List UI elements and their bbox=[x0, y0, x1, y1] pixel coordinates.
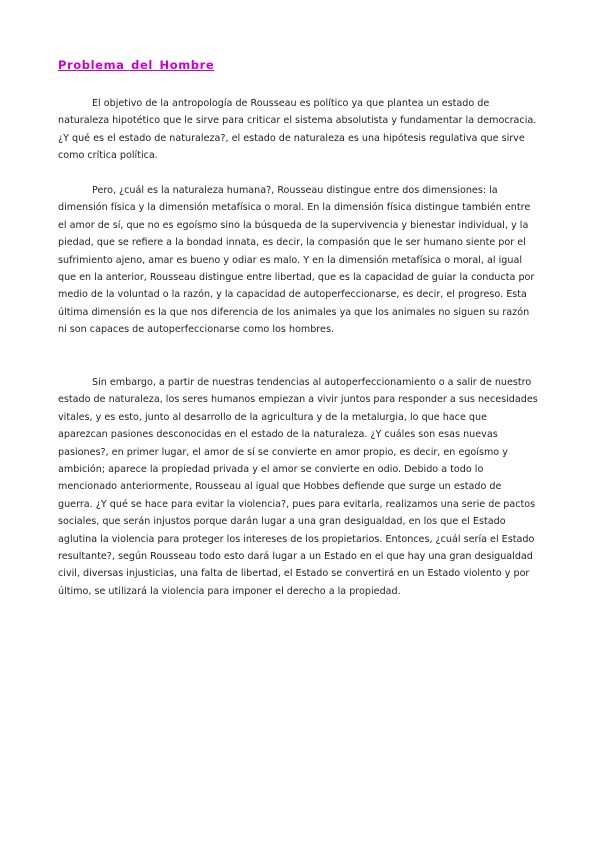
paragraph bbox=[58, 95, 539, 165]
paragraph-text: El objetivo de la antropología de Rousseau es político ya que plantea un estado de naturaleza hipotético que le sirve para criticar el sistema absolutista y fundamentar la democracia. ¿Y qué es el estado de naturaleza?, el estado de naturaleza es una hipótesis regulativa que sirve como crítica política. bbox=[58, 98, 537, 162]
paragraph-text: Pero, ¿cuál es la naturaleza humana?, Rousseau distingue entre dos dimensiones: la dimensión física y la dimensión metafísica o moral. En la dimensión física distingue también entre el amor de sí, que no es egoísmo sino la búsqueda de la supervivencia y bienestar individual, y la piedad, que se refiere a la bondad innata, es decir, la compasión que le ser humano siente por el sufrimiento ajeno, amar es bueno y odiar es malo. Y en la dimensión metafísica o moral, al igual que en la anterior, Rousseau distingue entre libertad, que es la capacidad de guiar la conducta por medio de la voluntad o la razón, y la capacidad de autoperfeccionarse, es decir, el progreso. Esta última dimensión es la que nos diferencia de los animales ya que los animales no siguen su razón ni son capaces de autoperfeccionarse como los hombres. bbox=[58, 185, 535, 336]
document-title: Problema del Hombre bbox=[58, 58, 215, 72]
paragraph bbox=[58, 182, 539, 339]
paragraph-text: Sin embargo, a partir de nuestras tendencias al autoperfeccionamiento o a salir de nuestro estado de naturaleza, los seres humanos empiezan a vivir juntos para responder a sus necesidades vitales, y es esto, junto al desarrollo de la agricultura y de la metalurgia, lo que hace que aparezcan pasiones desconocidas en el estado de la naturaleza. ¿Y cuáles son esas nuevas pasiones?, en primer lugar, el amor de sí se convierte en amor propio, es decir, en egoísmo y ambición; aparece la propiedad privada y el amor se convierte en odio. Debido a todo lo mencionado anteriormente, Rousseau al igual que Hobbes defiende que surge un estado de guerra. ¿Y qué se hace para evitar la violencia?, pues para evitarla, realizamos una serie de pactos sociales, que serán injustos porque darán lugar a una gran desigualdad, en los que el Estado aglutina la violencia para proteger los intereses de los propietarios. Entonces, ¿cuál sería el Estado resultante?, según Rousseau todo esto dará lugar a un Estado en el que hay una gran desigualdad civil, diversas injusticias, una falta de libertad, el Estado se convertirá en un Estado violento y por último, se utilizará la violencia para imponer el derecho a la propiedad. bbox=[58, 377, 538, 597]
paragraph bbox=[58, 374, 539, 600]
